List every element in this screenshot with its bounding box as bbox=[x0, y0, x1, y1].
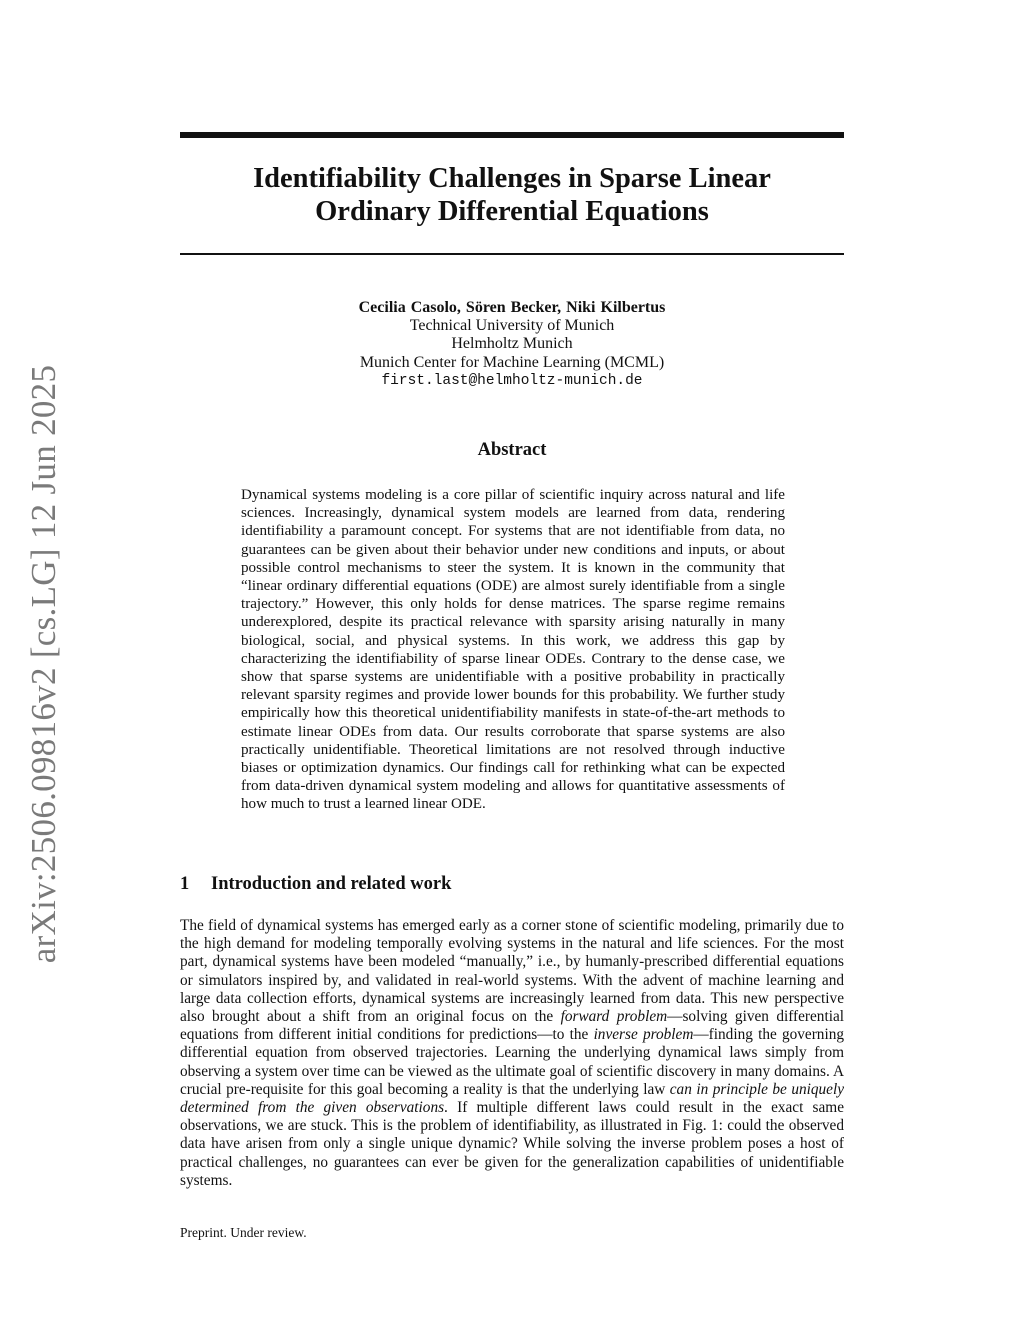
arxiv-identifier-stamp: arXiv:2506.09816v2 [cs.LG] 12 Jun 2025 bbox=[24, 364, 63, 964]
affiliation-helmholtz: Helmholtz Munich bbox=[451, 335, 573, 353]
intro-text-part-1: The field of dynamical systems has emerged early as a corner stone of scientific modeling, primarily due to the high demand for modeling temporally evolving systems in the natural and life sciences. For the most part, dynamical systems have been modeled “manually,” i.e., by humanly-prescribed differential equations or simulators inspired by, and validated in real-world systems. With the advent of machine learning and large data collection efforts, dynamical systems are increasingly learned from data. This new perspective also brought about a shift from an original focus on the bbox=[180, 917, 844, 1026]
author-email: first.last@helmholtz-munich.de bbox=[381, 372, 643, 389]
intro-text-part-4: . If multiple different laws could result in the exact same observations, we are stuck. This is the problem of identifiability, as illustrated in Fig. 1: could the observed data have arisen from only a single unique dynamic? While solving the inverse problem poses a host of practical challenges, no guarantees can ever be given for the generalization capabilities of unidentifiable systems. bbox=[180, 1099, 844, 1189]
section-number: 1 bbox=[180, 874, 190, 894]
abstract-heading: Abstract bbox=[477, 440, 547, 460]
author-names: Cecilia Casolo, Sören Becker, Niki Kilbertus bbox=[358, 299, 666, 316]
affiliation-mcml: Munich Center for Machine Learning (MCML) bbox=[359, 353, 665, 371]
emphasis-uniquely-determined: can in principle be uniquely determined from the given observations bbox=[180, 1080, 844, 1117]
paper-title bbox=[180, 162, 844, 228]
title-rule-top bbox=[180, 132, 844, 138]
author-block bbox=[180, 299, 844, 390]
term-inverse-problem: inverse problem bbox=[593, 1026, 694, 1044]
title-line-1: Identifiability Challenges in Sparse Linear bbox=[253, 163, 771, 194]
title-line-2: Ordinary Differential Equations bbox=[315, 196, 709, 227]
abstract-text: Dynamical systems modeling is a core pillar of scientific inquiry across natural and life sciences. Increasingly, dynamical system models are learned from data, rendering identifiability a paramount concept. For systems that are not identifiable from data, no guarantees can be given about their behavior under new conditions and inputs, or about possible control mechanisms to steer the system. It is known in the community that “linear ordinary differential equations (ODE) are almost surely identifiable from a single trajectory.” However, this only holds for dense matrices. The sparse regime remains underexplored, despite its practical relevance with sparsity arising naturally in many biological, social, and physical systems. In this work, we address this gap by characterizing the identifiability of sparse linear ODEs. Contrary to the dense case, we show that sparse systems are unidentifiable with a positive probability in practically relevant sparsity regimes and provide lower bounds for this probability. We further study empirically how this theoretical unidentifiability manifests in state-of-the-art methods to estimate linear ODEs from data. Our results corroborate that sparse systems are also practically unidentifiable. Theoretical limitations are not resolved through inductive biases or optimization dynamics. Our findings call for rethinking what can be expected from data-driven dynamical system modeling and allows for quantitative assessments of how much to trust a learned linear ODE. bbox=[241, 487, 785, 813]
term-forward-problem: forward problem bbox=[560, 1008, 668, 1026]
preprint-footer: Preprint. Under review. bbox=[180, 1225, 307, 1240]
intro-paragraph bbox=[180, 917, 844, 1190]
title-rule-bottom bbox=[180, 253, 844, 255]
section-title: Introduction and related work bbox=[211, 874, 452, 894]
intro-text-part-3: —finding the governing differential equation from observed trajectories. Learning the underlying dynamical laws simply from observing a system over time can be viewed as the ultimate goal of scientific discovery in many domains. A crucial pre-requisite for this goal becoming a reality is that the underlying law bbox=[180, 1026, 844, 1098]
intro-text-part-2: —solving given differential equations from different initial conditions for predictions—to the bbox=[180, 1008, 844, 1044]
affiliation-tum: Technical University of Munich bbox=[409, 317, 615, 335]
section-heading bbox=[180, 874, 844, 895]
